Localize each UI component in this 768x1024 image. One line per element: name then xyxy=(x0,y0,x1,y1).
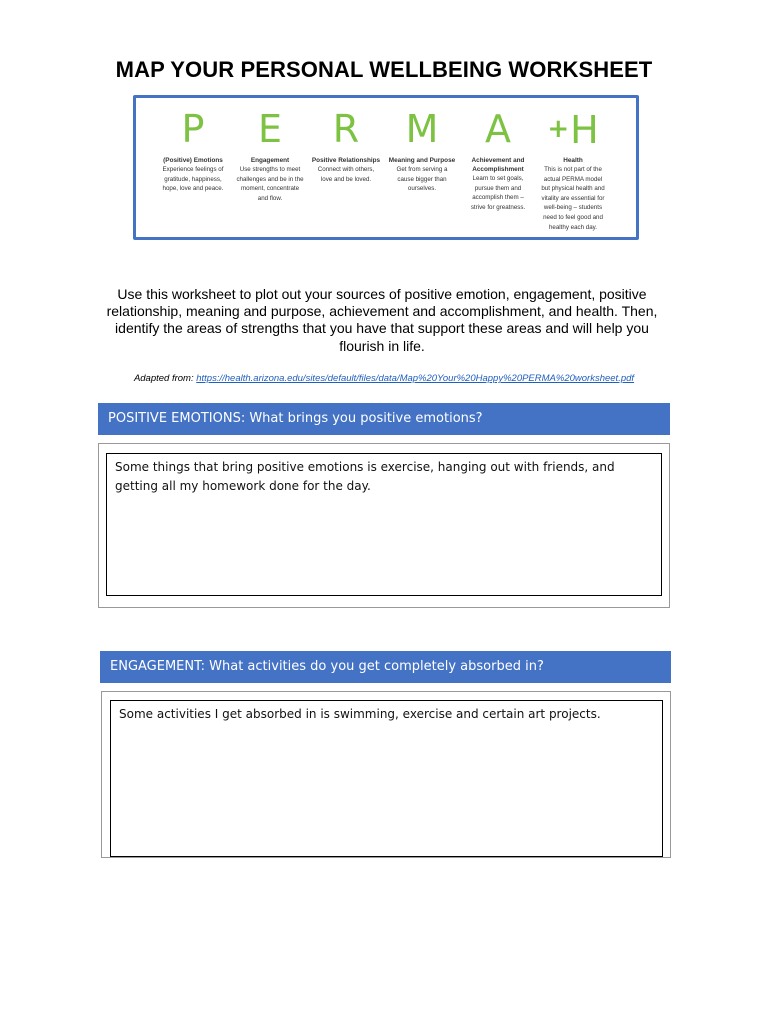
perma-description: Use strengths to meet challenges and be in the moment, concentrate and flow. xyxy=(236,166,304,202)
perma-title: Engagement xyxy=(250,157,290,164)
perma-column-p xyxy=(153,98,233,194)
perma-graphic xyxy=(133,95,639,240)
section-header-positive-emotions: POSITIVE EMOTIONS: What brings you positive emotions? xyxy=(98,403,670,435)
perma-column-r xyxy=(306,98,386,184)
source-link[interactable]: https://health.arizona.edu/sites/default/files/data/Map%20Your%20Happy%20PERMA%20worksheet.pdf xyxy=(196,373,635,384)
section-header-engagement: ENGAGEMENT: What activities do you get completely absorbed in? xyxy=(100,651,671,683)
source-line xyxy=(0,373,768,384)
answer-outer-box xyxy=(101,691,671,858)
perma-description: Experience feelings of gratitude, happiness, hope, love and peace. xyxy=(162,166,224,193)
perma-title: (Positive) Emotions xyxy=(163,157,223,164)
perma-description: This is not part of the actual PERMA model but physical health and vitality are essential for well-being – students need to feel good and healthy each day. xyxy=(541,166,605,231)
perma-title: Positive Relationships xyxy=(311,157,381,164)
perma-title: Meaning and Purpose xyxy=(388,157,456,164)
perma-title: Achievement and Accomplishment xyxy=(471,157,525,173)
perma-column-e xyxy=(230,98,310,203)
perma-letter: R xyxy=(332,107,360,151)
answer-outer-box xyxy=(98,443,670,608)
perma-title: Health xyxy=(563,157,583,164)
perma-letter: +H xyxy=(547,108,599,152)
source-prefix: Adapted from: xyxy=(133,373,197,384)
page-title: MAP YOUR PERSONAL WELLBEING WORKSHEET xyxy=(115,57,653,82)
perma-letter: M xyxy=(405,107,439,151)
answer-field-engagement[interactable]: Some activities I get absorbed in is swimming, exercise and certain art projects. xyxy=(110,700,663,857)
perma-column-h xyxy=(533,98,613,232)
perma-column-a xyxy=(458,98,538,212)
answer-field-positive-emotions[interactable]: Some things that bring positive emotions is exercise, hanging out with friends, and getting all my homework done for the day. xyxy=(106,453,662,596)
intro-paragraph: Use this worksheet to plot out your sources of positive emotion, engagement, positive relationship, meaning and purpose, achievement and accomplishment, and health. Then, identify the areas of strengths that you have that support these areas and will help you flourish in life. xyxy=(106,286,658,354)
perma-letter: P xyxy=(181,107,205,151)
perma-description: Connect with others, love and be loved. xyxy=(317,166,375,183)
perma-description: Get from serving a cause bigger than ourselves. xyxy=(396,166,448,193)
plus-icon: + xyxy=(547,114,570,144)
perma-description: Learn to set goals, pursue them and accomplish them – strive for greatness. xyxy=(470,175,526,211)
perma-letter: A xyxy=(485,107,511,151)
perma-column-m xyxy=(382,98,462,194)
perma-letter: E xyxy=(257,107,282,151)
